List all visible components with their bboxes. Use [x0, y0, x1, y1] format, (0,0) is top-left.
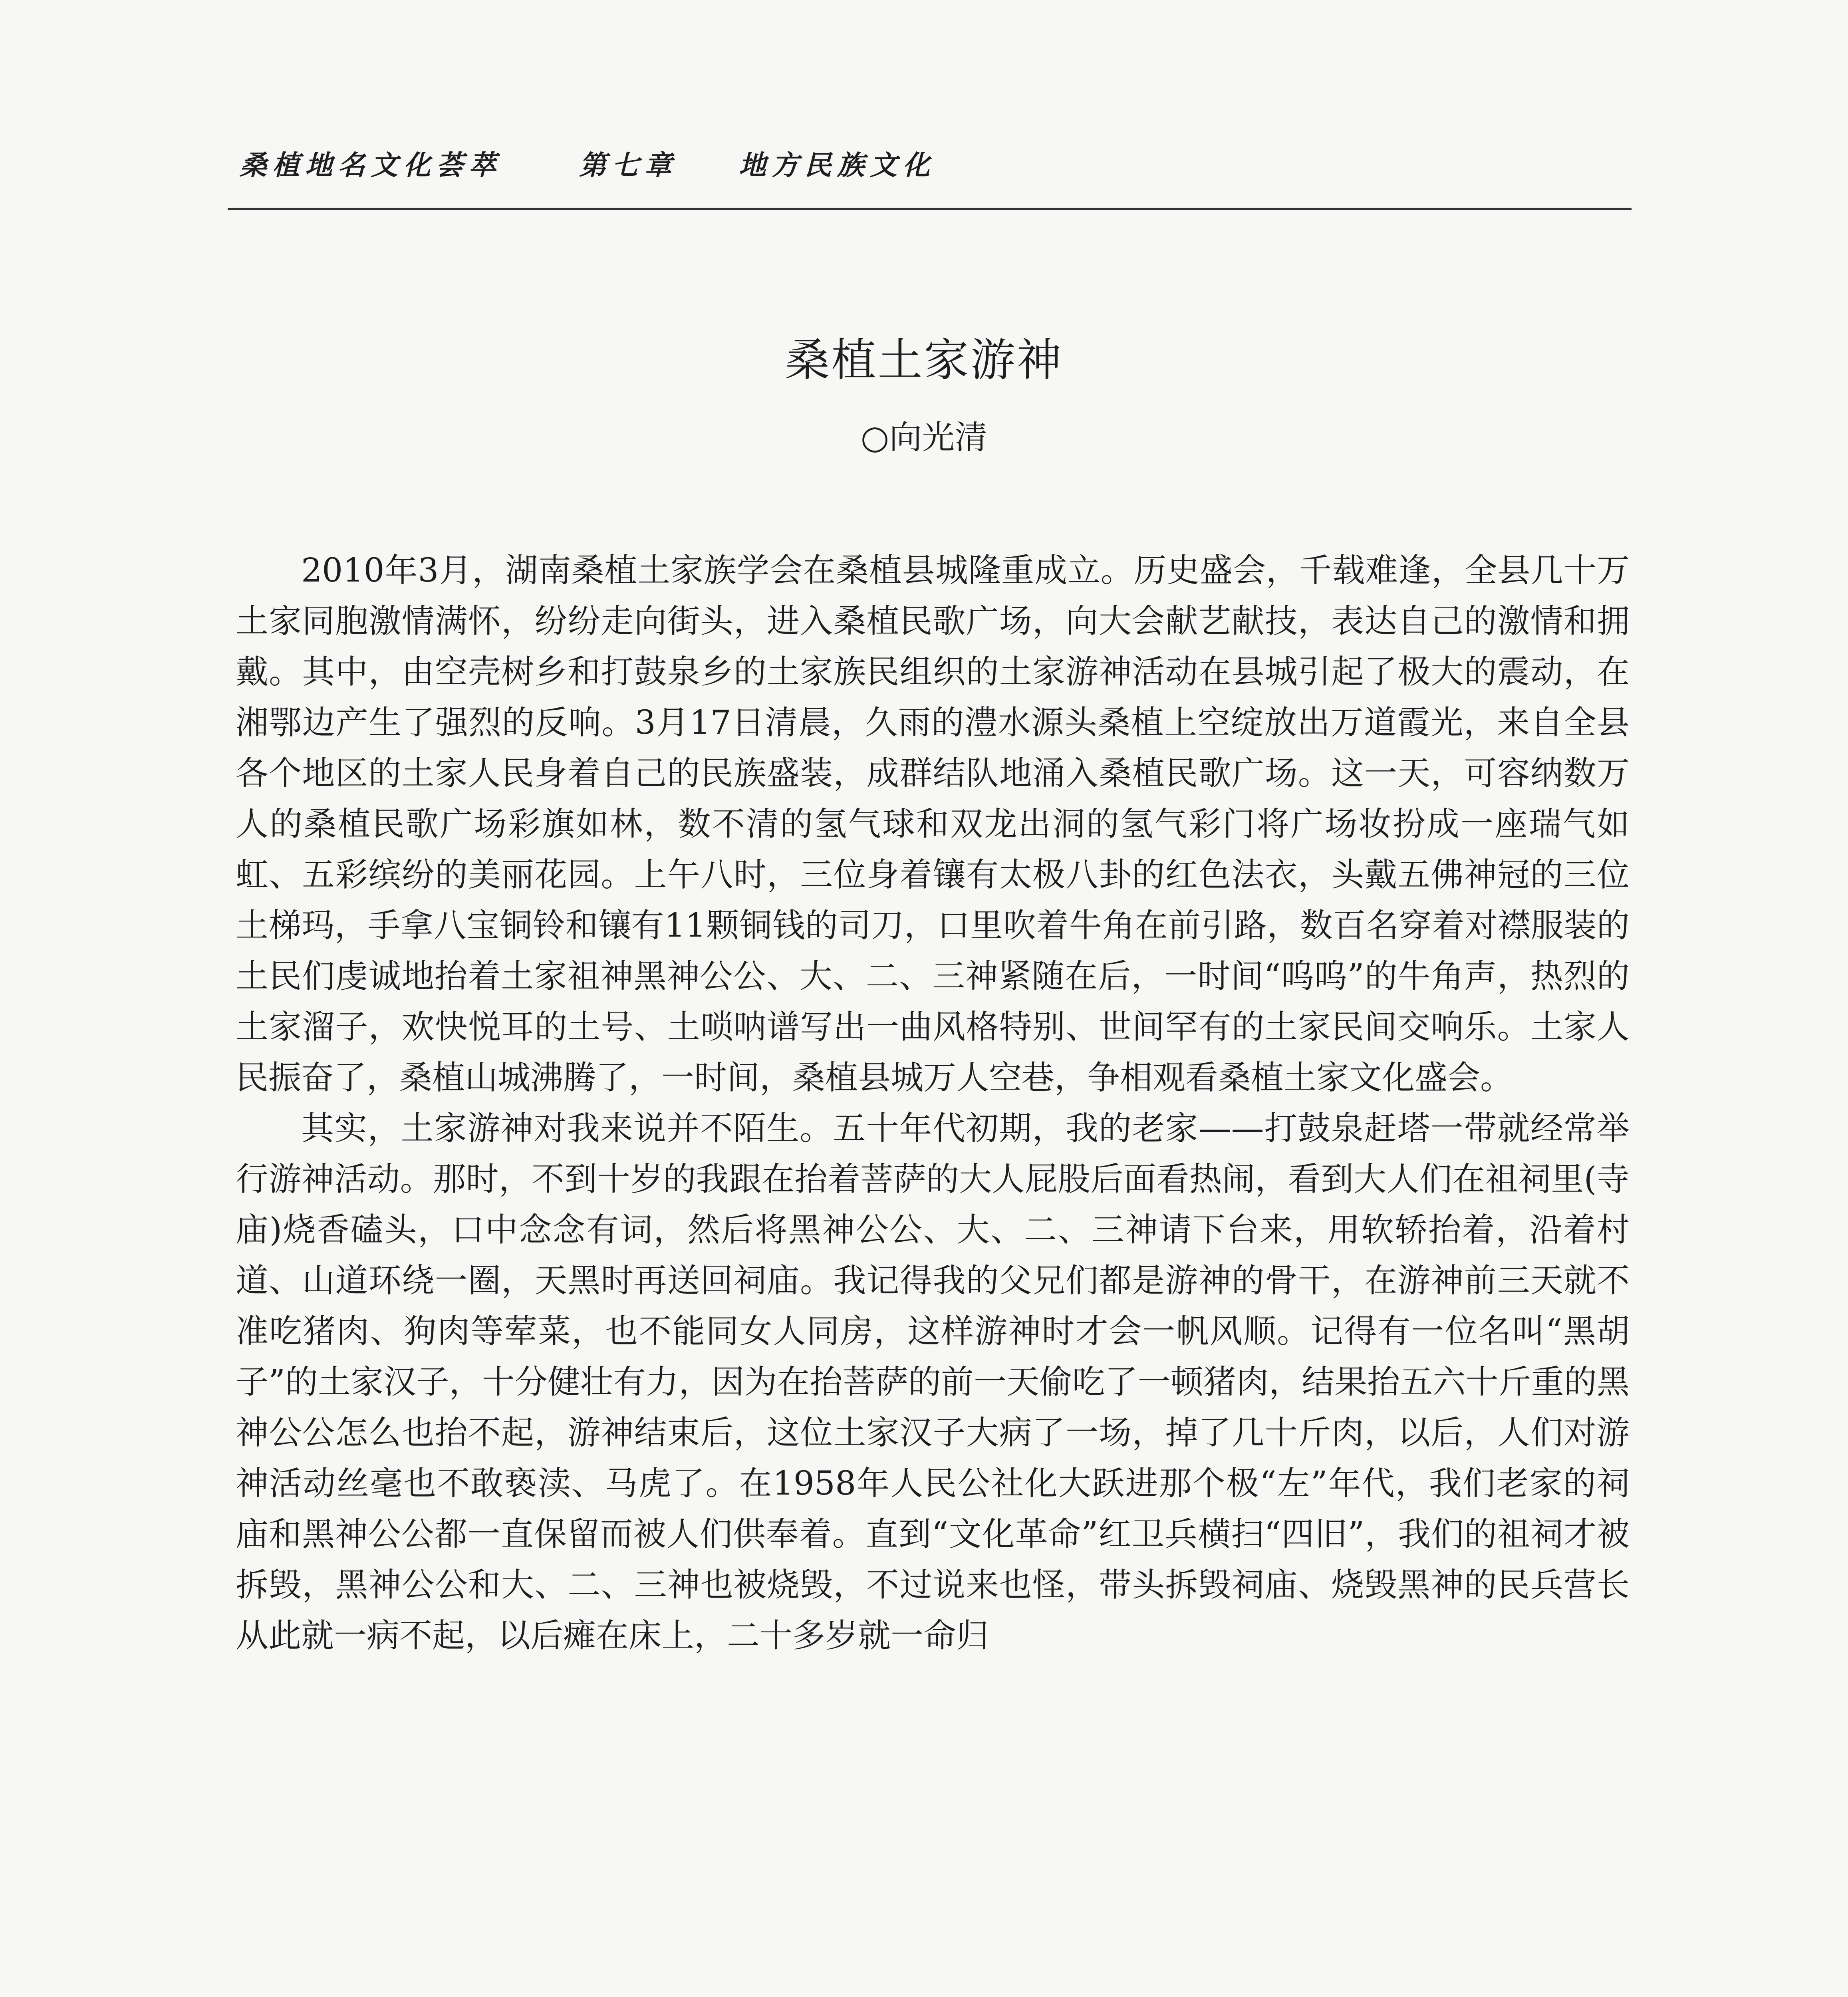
article-title: 桑植土家游神: [785, 334, 1063, 386]
running-header: [240, 144, 1638, 183]
article-body: [236, 545, 1630, 1661]
header-chapter: 第七章: [579, 150, 678, 181]
header-section: 地方民族文化: [739, 150, 936, 181]
paragraph: 其实，土家游神对我来说并不陌生。五十年代初期，我的老家——打鼓泉赶塔一带就经常举行游神活动。那时，不到十岁的我跟在抬着菩萨的大人屁股后面看热闹，看到大人们在祖祠里(寺庙)烧香磕头，口中念念有词，然后将黑神公公、大、二、三神请下台来，用软轿抬着，沿着村道、山道环绕一圈，天黑时再送回祠庙。我记得我的父兄们都是游神的骨干，在游神前三天就不准吃猪肉、狗肉等荤菜，也不能同女人同房，这样游神时才会一帆风顺。记得有一位名叫“黑胡子”的土家汉子，十分健壮有力，因为在抬菩萨的前一天偷吃了一顿猪肉，结果抬五六十斤重的黑神公公怎么也抬不起，游神结束后，这位土家汉子大病了一场，掉了几十斤肉，以后，人们对游神活动丝毫也不敢亵渎、马虎了。在1958年人民公社化大跃进那个极“左”年代，我们老家的祠庙和黑神公公都一直保留而被人们供奉着。直到“文化革命”红卫兵横扫“四旧”，我们的祖祠才被拆毁，黑神公公和大、二、三神也被烧毁，不过说来也怪，带头拆毁祠庙、烧毁黑神的民兵营长从此就一病不起，以后瘫在床上，二十多岁就一命归: [236, 1110, 1630, 1655]
article-byline: ○向光清: [860, 419, 988, 457]
header-divider: [228, 208, 1632, 210]
header-book-title: 桑植地名文化荟萃: [240, 150, 502, 181]
paragraph: 2010年3月，湖南桑植土家族学会在桑植县城隆重成立。历史盛会，千载难逢，全县几十万土家同胞激情满怀，纷纷走向街头，进入桑植民歌广场，向大会献艺献技，表达自己的激情和拥戴。其中，由空壳树乡和打鼓泉乡的土家族民组织的土家游神活动在县城引起了极大的震动，在湘鄂边产生了强烈的反响。3月17日清晨，久雨的澧水源头桑植上空绽放出万道霞光，来自全县各个地区的土家人民身着自己的民族盛装，成群结队地涌入桑植民歌广场。这一天，可容纳数万人的桑植民歌广场彩旗如林，数不清的氢气球和双龙出洞的氢气彩门将广场妆扮成一座瑞气如虹、五彩缤纷的美丽花园。上午八时，三位身着镶有太极八卦的红色法衣，头戴五佛神冠的三位土梯玛，手拿八宝铜铃和镶有11颗铜钱的司刀，口里吹着牛角在前引路，数百名穿着对襟服装的土民们虔诚地抬着土家祖神黑神公公、大、二、三神紧随在后，一时间“呜呜”的牛角声，热烈的土家溜子，欢快悦耳的土号、土唢呐谱写出一曲风格特别、世间罕有的土家民间交响乐。土家人民振奋了，桑植山城沸腾了，一时间，桑植县城万人空巷，争相观看桑植土家文化盛会。: [236, 552, 1630, 1097]
